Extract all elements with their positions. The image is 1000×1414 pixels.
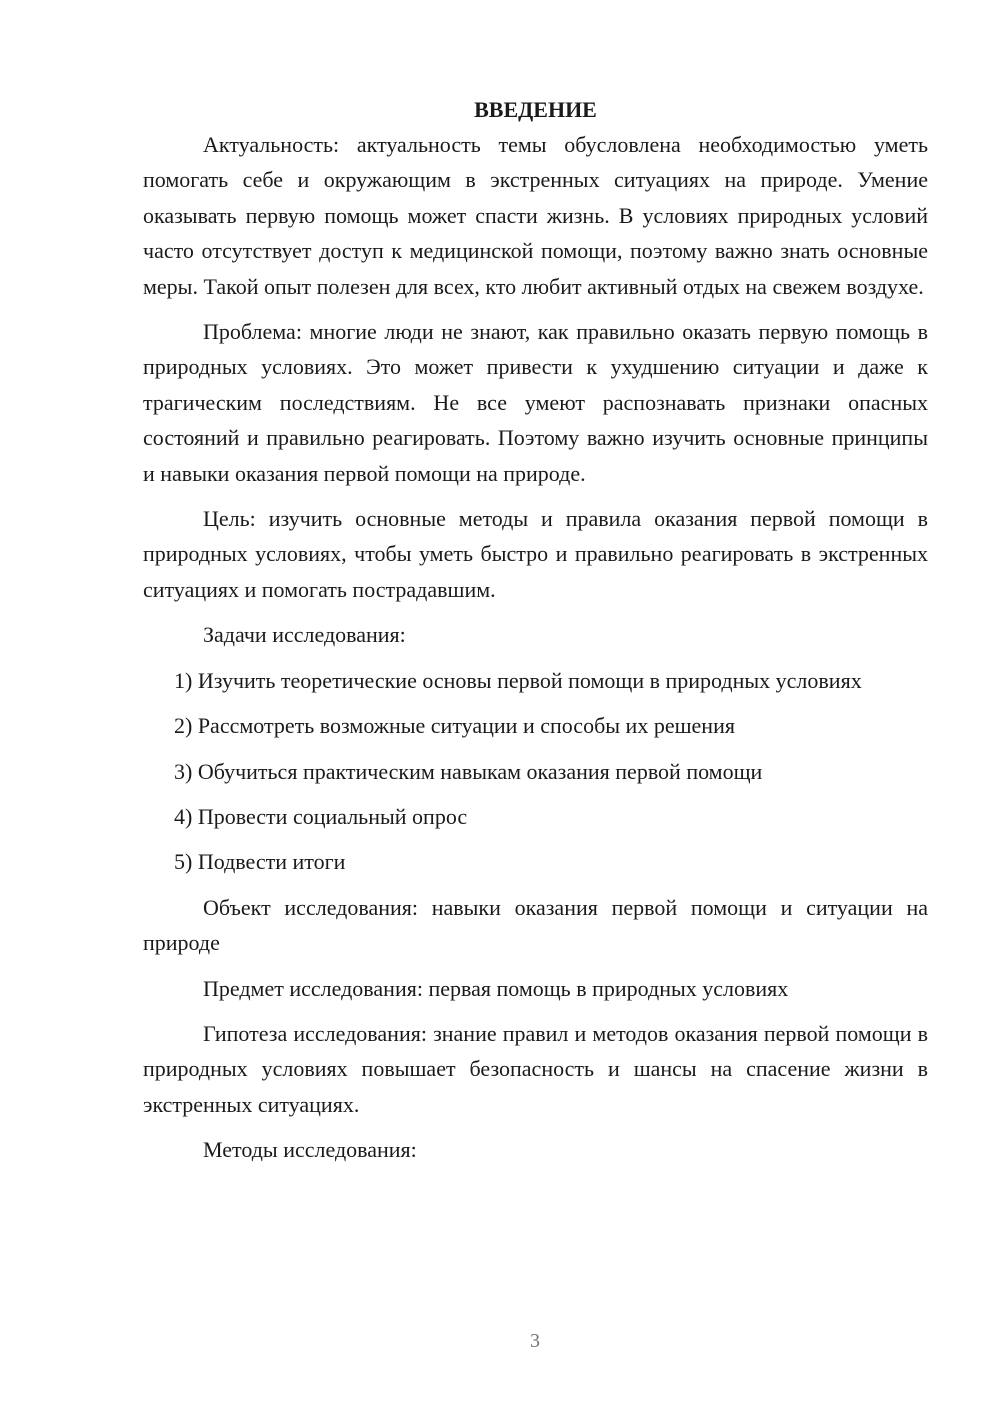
paragraph-subject: Предмет исследования: первая помощь в природных условиях [203,975,789,1001]
task-item-3: 3) Обучиться практическим навыкам оказания первой помощи [174,758,763,784]
paragraph-hypothesis: Гипотеза исследования: знание правил и методов оказания первой помощи в природных условиях повышает безопасность и шансы на спасение жизни в экстренных ситуациях. [143,1020,928,1117]
paragraph-goal: Цель: изучить основные методы и правила оказания первой помощи в природных условиях, чтобы уметь быстро и правильно реагировать в экстренных ситуациях и помогать пострадавшим. [143,506,928,602]
page-number: 3 [530,1330,540,1352]
task-item-5: 5) Подвести итоги [174,849,346,875]
document-page [143,92,928,1178]
section-title: ВВЕДЕНИЕ [474,97,597,122]
task-item-2: 2) Рассмотреть возможные ситуации и способы их решения [174,713,735,739]
paragraph-tasks-heading: Задачи исследования: [203,622,406,648]
paragraph-relevance: Актуальность: актуальность темы обусловлена необходимостью уметь помогать себе и окружающим в экстренных ситуациях на природе. Умение оказывать первую помощь может спасти жизнь. В условиях природных условий часто отсутствует доступ к медицинской помощи, поэтому важно знать основные меры. Такой опыт полезен для всех, кто любит активный отдых на свежем воздухе. [143,132,928,299]
paragraph-methods: Методы исследования: [203,1137,417,1163]
paragraph-problem: Проблема: многие люди не знают, как правильно оказать первую помощь в природных условиях. Это может привести к ухудшению ситуации и даже к трагическим последствиям. Не все умеют распознавать признаки опасных состояний и правильно реагировать. Поэтому важно изучить основные принципы и навыки оказания первой помощи на природе. [143,319,928,486]
task-item-4: 4) Провести социальный опрос [174,803,468,829]
task-item-1: 1) Изучить теоретические основы первой помощи в природных условиях [174,667,862,693]
paragraph-object: Объект исследования: навыки оказания первой помощи и ситуации на природе [143,894,928,956]
